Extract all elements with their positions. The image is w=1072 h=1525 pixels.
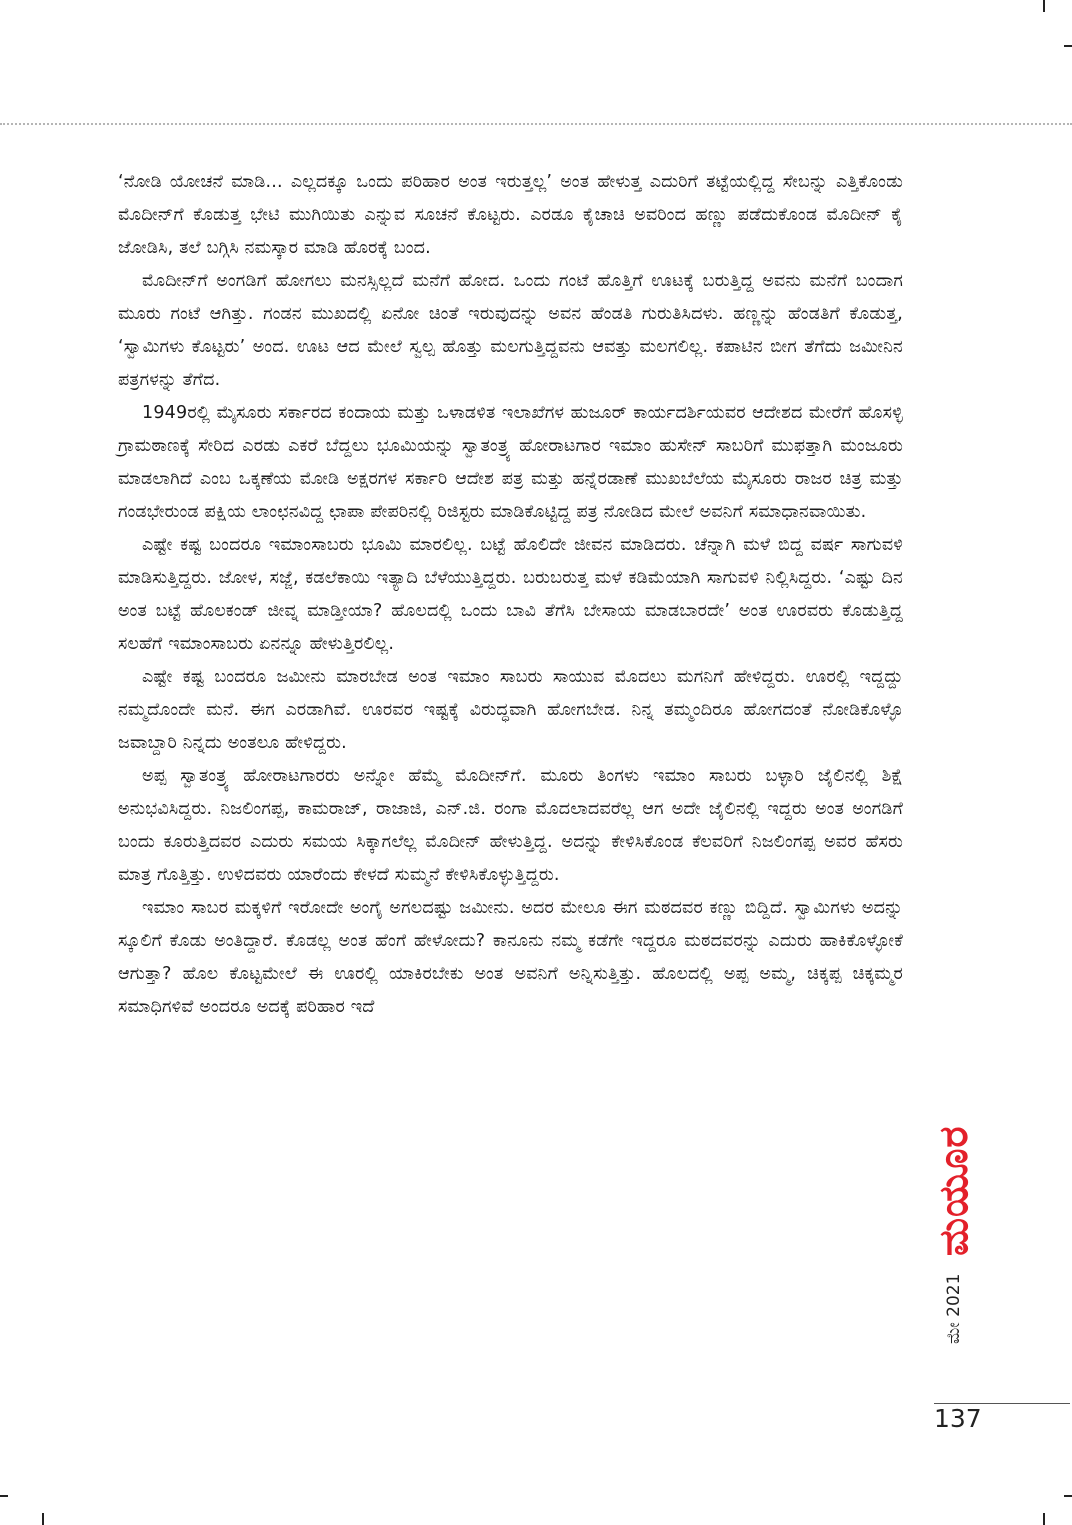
article-paragraph: ಮೊದೀನ್‌ಗೆ ಅಂಗಡಿಗೆ ಹೋಗಲು ಮನಸ್ಸಿಲ್ಲದೆ ಮನೆಗೆ ಹೋದ. ಒಂದು ಗಂಟೆ ಹೊತ್ತಿಗೆ ಊಟಕ್ಕೆ ಬರುತ್ತಿದ್ದ ಅವನು ಮನೆಗೆ ಬಂದಾಗ ಮೂರು ಗಂಟೆ ಆಗಿತ್ತು. ಗಂಡನ ಮುಖದಲ್ಲಿ ಏನೋ ಚಿಂತೆ ಇರುವುದನ್ನು ಅವನ ಹೆಂಡತಿ ಗುರುತಿಸಿದಳು. ಹಣ್ಣನ್ನು ಹೆಂಡತಿಗೆ ಕೊಡುತ್ತ, ‘ಸ್ವಾಮಿಗಳು ಕೊಟ್ಟರು’ ಅಂದ. ಊಟ ಆದ ಮೇಲೆ ಸ್ವಲ್ಪ ಹೊತ್ತು ಮಲಗುತ್ತಿದ್ದವನು ಆವತ್ತು ಮಲಗಲಿಲ್ಲ. ಕಪಾಟಿನ ಬೀಗ ತೆಗೆದು ಜಮೀನಿನ ಪತ್ರಗಳನ್ನು ತೆಗೆದ. (118, 271, 903, 390)
magazine-logo: ಮಯೂರ (931, 1125, 977, 1256)
page-number: 137 (934, 1404, 982, 1433)
article-paragraph: 1949ರಲ್ಲಿ ಮೈಸೂರು ಸರ್ಕಾರದ ಕಂದಾಯ ಮತ್ತು ಒಳಾಡಳಿತ ಇಲಾಖೆಗಳ ಹುಜೂರ್ ಕಾರ್ಯದರ್ಶಿಯವರ ಆದೇಶದ ಮೇರೆಗೆ ಹೊಸಳ್ಳಿ ಗ್ರಾಮಠಾಣಕ್ಕೆ ಸೇರಿದ ಎರಡು ಎಕರೆ ಬೆದ್ದಲು ಭೂಮಿಯನ್ನು ಸ್ವಾತಂತ್ರ್ಯ ಹೋರಾಟಗಾರ ಇಮಾಂ ಹುಸೇನ್ ಸಾಬರಿಗೆ ಮುಫತ್ತಾಗಿ ಮಂಜೂರು ಮಾಡಲಾಗಿದೆ ಎಂಬ ಒಕ್ಕಣೆಯ ಮೋಡಿ ಅಕ್ಷರಗಳ ಸರ್ಕಾರಿ ಆದೇಶ ಪತ್ರ ಮತ್ತು ಹನ್ನೆರಡಾಣೆ ಮುಖಬೆಲೆಯ ಮೈಸೂರು ರಾಜರ ಚಿತ್ರ ಮತ್ತು ಗಂಡಭೇರುಂಡ ಪಕ್ಷಿಯ ಲಾಂಛನವಿದ್ದ ಛಾಪಾ ಪೇಪರಿನಲ್ಲಿ ರಿಜಿಸ್ಟರು ಮಾಡಿಕೊಟ್ಟಿದ್ದ ಪತ್ರ ನೋಡಿದ ಮೇಲೆ ಅವನಿಗೆ ಸಮಾಧಾನವಾಯಿತು. (118, 403, 903, 522)
article-body (118, 166, 903, 1024)
article-paragraph: ‘ನೋಡಿ ಯೋಚನೆ ಮಾಡಿ... ಎಲ್ಲದಕ್ಕೂ ಒಂದು ಪರಿಹಾರ ಅಂತ ಇರುತ್ತಲ್ಲ’ ಅಂತ ಹೇಳುತ್ತ ಎದುರಿಗೆ ತಟ್ಟೆಯಲ್ಲಿದ್ದ ಸೇಬನ್ನು ಎತ್ತಿಕೊಂಡು ಮೊದೀನ್‌ಗೆ ಕೊಡುತ್ತ ಭೇಟಿ ಮುಗಿಯಿತು ಎನ್ನುವ ಸೂಚನೆ ಕೊಟ್ಟರು. ಎರಡೂ ಕೈಚಾಚಿ ಅವರಿಂದ ಹಣ್ಣು ಪಡೆದುಕೊಂಡ ಮೊದೀನ್ ಕೈ ಜೋಡಿಸಿ, ತಲೆ ಬಗ್ಗಿಸಿ ನಮಸ್ಕಾರ ಮಾಡಿ ಹೊರಕ್ಕೆ ಬಂದ. (118, 172, 903, 258)
crop-mark-right-lower (1064, 1495, 1072, 1497)
crop-mark-bottom-right (1043, 1513, 1045, 1525)
article-paragraph: ಅಪ್ಪ ಸ್ವಾತಂತ್ರ್ಯ ಹೋರಾಟಗಾರರು ಅನ್ನೋ ಹೆಮ್ಮೆ ಮೊದೀನ್‌ಗೆ. ಮೂರು ತಿಂಗಳು ಇಮಾಂ ಸಾಬರು ಬಳ್ಳಾರಿ ಜೈಲಿನಲ್ಲಿ ಶಿಕ್ಷೆ ಅನುಭವಿಸಿದ್ದರು. ನಿಜಲಿಂಗಪ್ಪ, ಕಾಮರಾಜ್, ರಾಜಾಜಿ, ಎನ್.ಜಿ. ರಂಗಾ ಮೊದಲಾದವರೆಲ್ಲ ಆಗ ಅದೇ ಜೈಲಿನಲ್ಲಿ ಇದ್ದರು ಅಂತ ಅಂಗಡಿಗೆ ಬಂದು ಕೂರುತ್ತಿದವರ ಎದುರು ಸಮಯ ಸಿಕ್ಕಾಗಲೆಲ್ಲ ಮೊದೀನ್ ಹೇಳುತ್ತಿದ್ದ. ಅದನ್ನು ಕೇಳಿಸಿಕೊಂಡ ಕೆಲವರಿಗೆ ನಿಜಲಿಂಗಪ್ಪ ಅವರ ಹೆಸರು ಮಾತ್ರ ಗೊತ್ತಿತ್ತು. ಉಳಿದವರು ಯಾರೆಂದು ಕೇಳದೆ ಸುಮ್ಮನೆ ಕೇಳಿಸಿಕೊಳ್ಳುತ್ತಿದ್ದರು. (118, 766, 903, 885)
article-paragraph: ಇಮಾಂ ಸಾಬರ ಮಕ್ಕಳಿಗೆ ಇರೋದೇ ಅಂಗೈ ಅಗಲದಷ್ಟು ಜಮೀನು. ಅದರ ಮೇಲೂ ಈಗ ಮಠದವರ ಕಣ್ಣು ಬಿದ್ದಿದೆ. ಸ್ವಾಮಿಗಳು ಅದನ್ನು ಸ್ಕೂಲಿಗೆ ಕೊಡು ಅಂತಿದ್ದಾರೆ. ಕೊಡಲ್ಲ ಅಂತ ಹೆಂಗೆ ಹೇಳೋದು? ಕಾನೂನು ನಮ್ಮ ಕಡೆಗೇ ಇದ್ದರೂ ಮಠದವರನ್ನು ಎದುರು ಹಾಕಿಕೊಳ್ಳೋಕೆ ಆಗುತ್ತಾ? ಹೊಲ ಕೊಟ್ಟಮೇಲೆ ಈ ಊರಲ್ಲಿ ಯಾಕಿರಬೇಕು ಅಂತ ಅವನಿಗೆ ಅನ್ನಿಸುತ್ತಿತ್ತು. ಹೊಲದಲ್ಲಿ ಅಪ್ಪ ಅಮ್ಮ, ಚಿಕ್ಕಪ್ಪ ಚಿಕ್ಕಮ್ಮರ ಸಮಾಧಿಗಳಿವೆ ಅಂದರೂ ಅದಕ್ಕೆ ಪರಿಹಾರ ಇದೆ (118, 898, 903, 1017)
crop-mark-bottom-left (42, 1513, 44, 1525)
article-paragraph: ಎಷ್ಟೇ ಕಷ್ಟ ಬಂದರೂ ಇಮಾಂಸಾಬರು ಭೂಮಿ ಮಾರಲಿಲ್ಲ. ಬಟ್ಟೆ ಹೊಲಿದೇ ಜೀವನ ಮಾಡಿದರು. ಚೆನ್ನಾಗಿ ಮಳೆ ಬಿದ್ದ ವರ್ಷ ಸಾಗುವಳಿ ಮಾಡಿಸುತ್ತಿದ್ದರು. ಜೋಳ, ಸಜ್ಜೆ, ಕಡಲೆಕಾಯಿ ಇತ್ಯಾದಿ ಬೆಳೆಯುತ್ತಿದ್ದರು. ಬರುಬರುತ್ತ ಮಳೆ ಕಡಿಮೆಯಾಗಿ ಸಾಗುವಳಿ ನಿಲ್ಲಿಸಿದ್ದರು. ‘ಎಷ್ಟು ದಿನ ಅಂತ ಬಟ್ಟೆ ಹೊಲಕಂಡ್ ಜೀವ್ನ ಮಾಡ್ತೀಯಾ? ಹೊಲದಲ್ಲಿ ಒಂದು ಬಾವಿ ತೆಗೆಸಿ ಬೇಸಾಯ ಮಾಡಬಾರದೇ’ ಅಂತ ಊರವರು ಕೊಡುತ್ತಿದ್ದ ಸಲಹೆಗೆ ಇಮಾಂಸಾಬರು ಏನನ್ನೂ ಹೇಳುತ್ತಿರಲಿಲ್ಲ. (118, 535, 903, 654)
crop-mark-right-upper (1064, 45, 1072, 47)
header-dotted-rule (0, 123, 1072, 125)
crop-mark-left-bottom (0, 1495, 8, 1497)
magazine-sidebar (931, 1125, 977, 1344)
crop-mark-top-right (1043, 0, 1045, 12)
article-paragraph: ಎಷ್ಟೇ ಕಷ್ಟ ಬಂದರೂ ಜಮೀನು ಮಾರಬೇಡ ಅಂತ ಇಮಾಂ ಸಾಬರು ಸಾಯುವ ಮೊದಲು ಮಗನಿಗೆ ಹೇಳಿದ್ದರು. ಊರಲ್ಲಿ ಇದ್ದದ್ದು ನಮ್ಮದೊಂದೇ ಮನೆ. ಈಗ ಎರಡಾಗಿವೆ. ಊರವರ ಇಷ್ಟಕ್ಕೆ ವಿರುದ್ಧವಾಗಿ ಹೋಗಬೇಡ. ನಿನ್ನ ತಮ್ಮಂದಿರೂ ಹೋಗದಂತೆ ನೋಡಿಕೊಳ್ಳೊ ಜವಾಬ್ದಾರಿ ನಿನ್ನದು ಅಂತಲೂ ಹೇಳಿದ್ದರು. (118, 667, 903, 753)
issue-date: ಮೇ 2021 (944, 1273, 964, 1344)
